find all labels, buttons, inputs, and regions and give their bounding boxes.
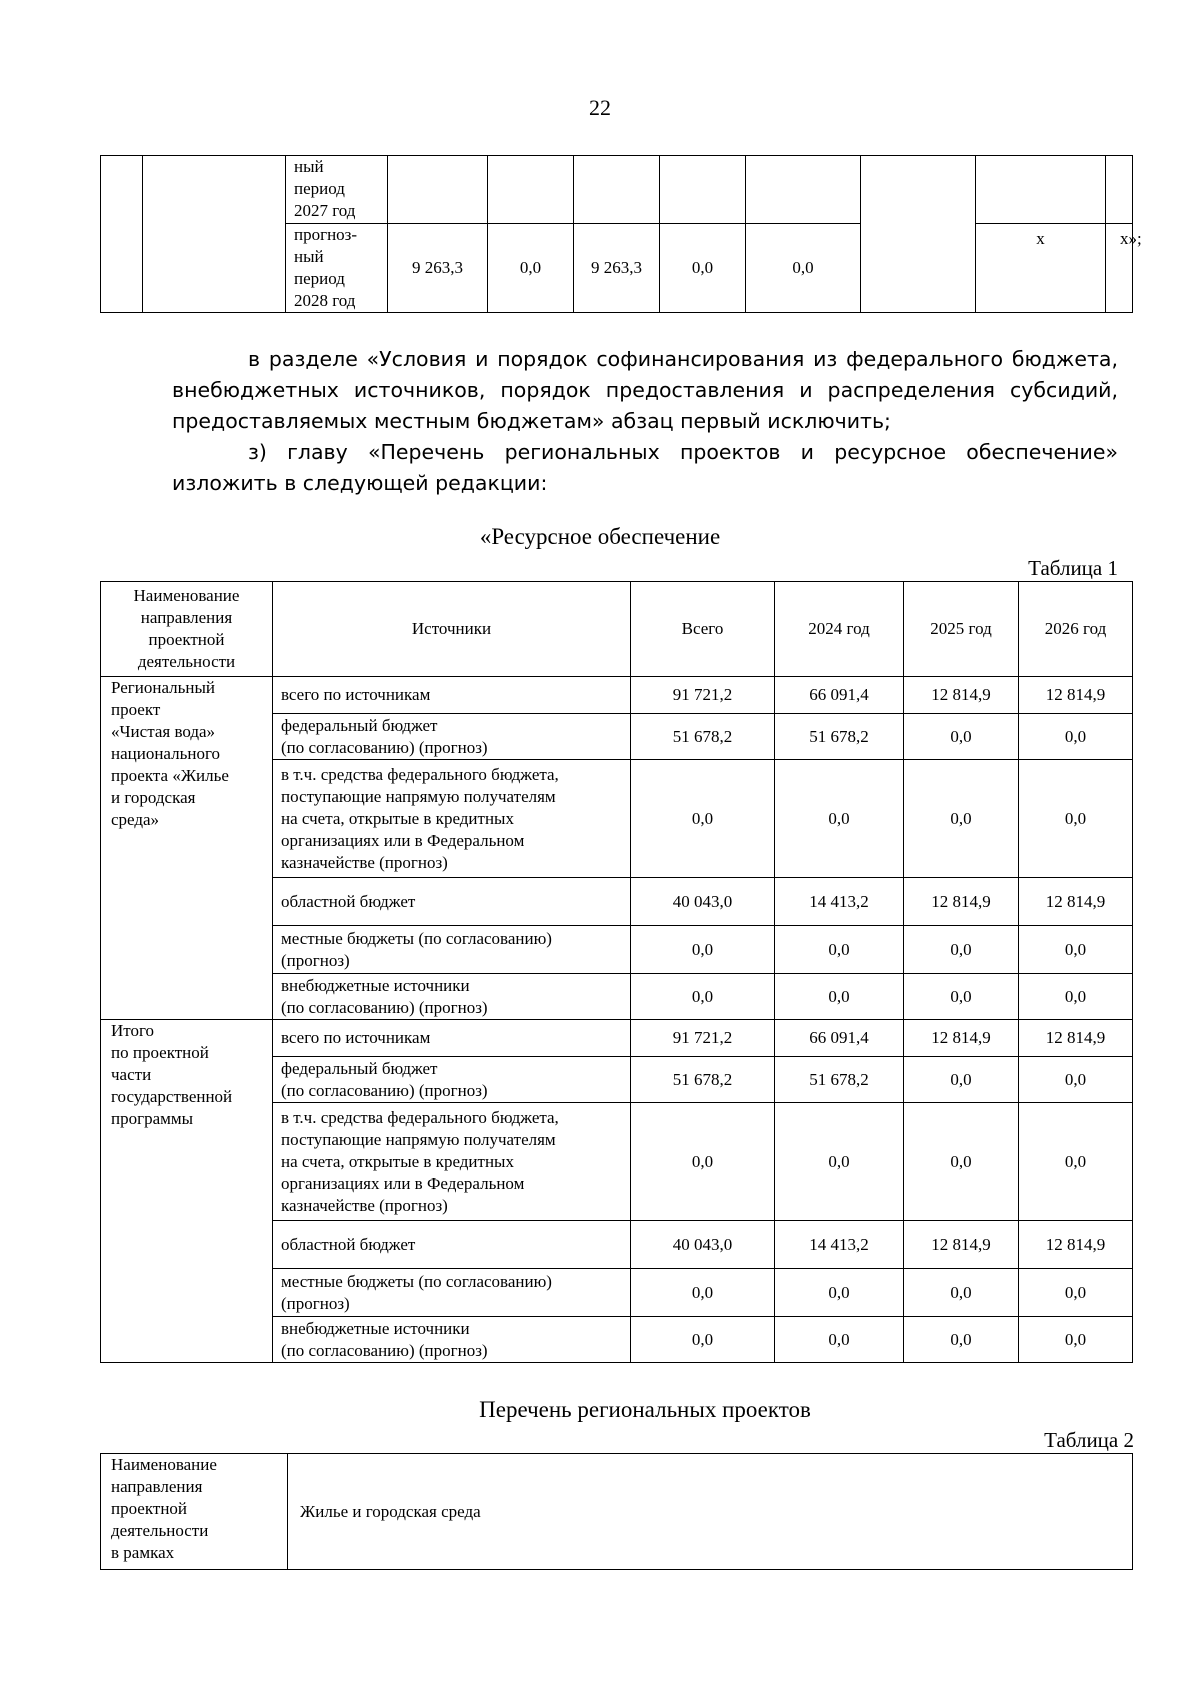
value-cell-y2025: 12 814,9 [904, 878, 1019, 926]
top-continuation-table [100, 155, 1142, 313]
empty-cell [488, 156, 574, 224]
header-2026: 2026 год [1019, 582, 1133, 677]
value-cell-total: 0,0 [631, 1103, 775, 1221]
value-cell-y2025: 0,0 [904, 1103, 1019, 1221]
table2-title: Перечень региональных проектов [479, 1397, 811, 1422]
value-cell-y2026: 12 814,9 [1019, 1020, 1133, 1057]
header-2024: 2024 год [775, 582, 904, 677]
value-cell-total: 40 043,0 [631, 878, 775, 926]
value-cell-y2024: 66 091,4 [775, 1020, 904, 1057]
source-cell: федеральный бюджет (по согласованию) (прогноз) [273, 714, 631, 760]
value-cell-total: 51 678,2 [631, 714, 775, 760]
empty-cell [861, 156, 976, 313]
value-cell-y2025: 0,0 [904, 760, 1019, 878]
cell-x: x [976, 224, 1106, 313]
empty-cell [660, 156, 746, 224]
source-cell: областной бюджет [273, 878, 631, 926]
page-number: 22 [589, 95, 611, 120]
value-cell-y2024: 0,0 [775, 974, 904, 1020]
value-cell-y2026: 0,0 [1019, 926, 1133, 974]
empty-cell [976, 156, 1106, 224]
value-cell-y2024: 0,0 [775, 1269, 904, 1317]
source-cell: внебюджетные источники (по согласованию) (прогноз) [273, 1317, 631, 1363]
value-cell-total: 0,0 [631, 1317, 775, 1363]
table2-label: Таблица 2 [1044, 1428, 1134, 1452]
value-cell-y2024: 66 091,4 [775, 677, 904, 714]
value-cell-y2025: 0,0 [904, 926, 1019, 974]
value-cell-total: 0,0 [631, 1269, 775, 1317]
header-sources: Источники [273, 582, 631, 677]
period-2027: ный период 2027 год [286, 156, 388, 224]
source-cell: всего по источникам [273, 1020, 631, 1057]
value-cell-y2026: 12 814,9 [1019, 677, 1133, 714]
value-cell-total: 91 721,2 [631, 1020, 775, 1057]
cell-x-end: x»; [1106, 224, 1133, 313]
value-cell-y2025: 0,0 [904, 1057, 1019, 1103]
period-2028: прогноз- ный период 2028 год [286, 224, 388, 313]
value-cell-total: 0,0 [631, 974, 775, 1020]
value-cell-y2026: 0,0 [1019, 974, 1133, 1020]
cell-value: 9 263,3 [388, 224, 488, 313]
cell-value: 0,0 [488, 224, 574, 313]
value-cell-y2025: 0,0 [904, 714, 1019, 760]
value-cell-total: 40 043,0 [631, 1221, 775, 1269]
table1-title: «Ресурсное обеспечение [479, 524, 721, 549]
direction-name-cell: Региональный проект «Чистая вода» национального проекта «Жилье и городская среда» [101, 677, 273, 1020]
paragraph-2: з) главу «Перечень региональных проектов и ресурсное обеспечение» изложить в следующей редакции: [172, 440, 1118, 495]
direction-name-cell: Итого по проектной части государственной программы [101, 1020, 273, 1363]
value-cell-total: 51 678,2 [631, 1057, 775, 1103]
header-total: Всего [631, 582, 775, 677]
projects-table [100, 1453, 1133, 1570]
value-cell-y2026: 12 814,9 [1019, 1221, 1133, 1269]
cell-value: 0,0 [746, 224, 861, 313]
value-cell-y2024: 14 413,2 [775, 1221, 904, 1269]
empty-cell [388, 156, 488, 224]
header-2025: 2025 год [904, 582, 1019, 677]
table-row [101, 677, 1133, 714]
value-cell-y2026: 0,0 [1019, 760, 1133, 878]
value-cell-total: 0,0 [631, 926, 775, 974]
value-cell-y2025: 12 814,9 [904, 677, 1019, 714]
empty-cell [574, 156, 660, 224]
value-cell-y2026: 0,0 [1019, 714, 1133, 760]
source-cell: федеральный бюджет (по согласованию) (прогноз) [273, 1057, 631, 1103]
direction-value-cell: Жилье и городская среда [288, 1454, 1133, 1570]
value-cell-y2024: 51 678,2 [775, 1057, 904, 1103]
value-cell-y2024: 0,0 [775, 1103, 904, 1221]
empty-cell [746, 156, 861, 224]
value-cell-y2024: 14 413,2 [775, 878, 904, 926]
value-cell-y2026: 0,0 [1019, 1057, 1133, 1103]
value-cell-y2025: 0,0 [904, 974, 1019, 1020]
direction-label-cell: Наименование направления проектной деятельности в рамках [101, 1454, 288, 1570]
source-cell: в т.ч. средства федерального бюджета, поступающие напрямую получателям на счета, открытые в кредитных организациях или в Федеральном казначействе (прогноз) [273, 760, 631, 878]
empty-cell [1106, 156, 1133, 224]
value-cell-y2025: 12 814,9 [904, 1221, 1019, 1269]
table-row [101, 1020, 1133, 1057]
source-cell: всего по источникам [273, 677, 631, 714]
empty-cell [101, 156, 143, 313]
source-cell: в т.ч. средства федерального бюджета, поступающие напрямую получателям на счета, открытые в кредитных организациях или в Федеральном казначействе (прогноз) [273, 1103, 631, 1221]
cell-value: 9 263,3 [574, 224, 660, 313]
value-cell-total: 91 721,2 [631, 677, 775, 714]
value-cell-y2026: 12 814,9 [1019, 878, 1133, 926]
value-cell-y2025: 12 814,9 [904, 1020, 1019, 1057]
cell-value: 0,0 [660, 224, 746, 313]
value-cell-y2026: 0,0 [1019, 1103, 1133, 1221]
value-cell-y2024: 0,0 [775, 760, 904, 878]
value-cell-y2026: 0,0 [1019, 1269, 1133, 1317]
table-header-row [101, 582, 1133, 677]
paragraph-1: в разделе «Условия и порядок софинансирования из федерального бюджета, внебюджетных источников, порядок предоставления и распределения субсидий, предоставляемых местным бюджетам» абзац первый исключить; [172, 347, 1118, 433]
value-cell-y2024: 0,0 [775, 1317, 904, 1363]
value-cell-y2025: 0,0 [904, 1269, 1019, 1317]
resource-table [100, 581, 1133, 1363]
value-cell-y2024: 51 678,2 [775, 714, 904, 760]
source-cell: внебюджетные источники (по согласованию) (прогноз) [273, 974, 631, 1020]
header-direction: Наименование направления проектной деятельности [101, 582, 273, 677]
value-cell-y2025: 0,0 [904, 1317, 1019, 1363]
table1-label: Таблица 1 [1028, 556, 1118, 580]
source-cell: местные бюджеты (по согласованию) (прогноз) [273, 926, 631, 974]
source-cell: областной бюджет [273, 1221, 631, 1269]
value-cell-y2026: 0,0 [1019, 1317, 1133, 1363]
source-cell: местные бюджеты (по согласованию) (прогноз) [273, 1269, 631, 1317]
value-cell-total: 0,0 [631, 760, 775, 878]
empty-cell [143, 156, 286, 313]
value-cell-y2024: 0,0 [775, 926, 904, 974]
